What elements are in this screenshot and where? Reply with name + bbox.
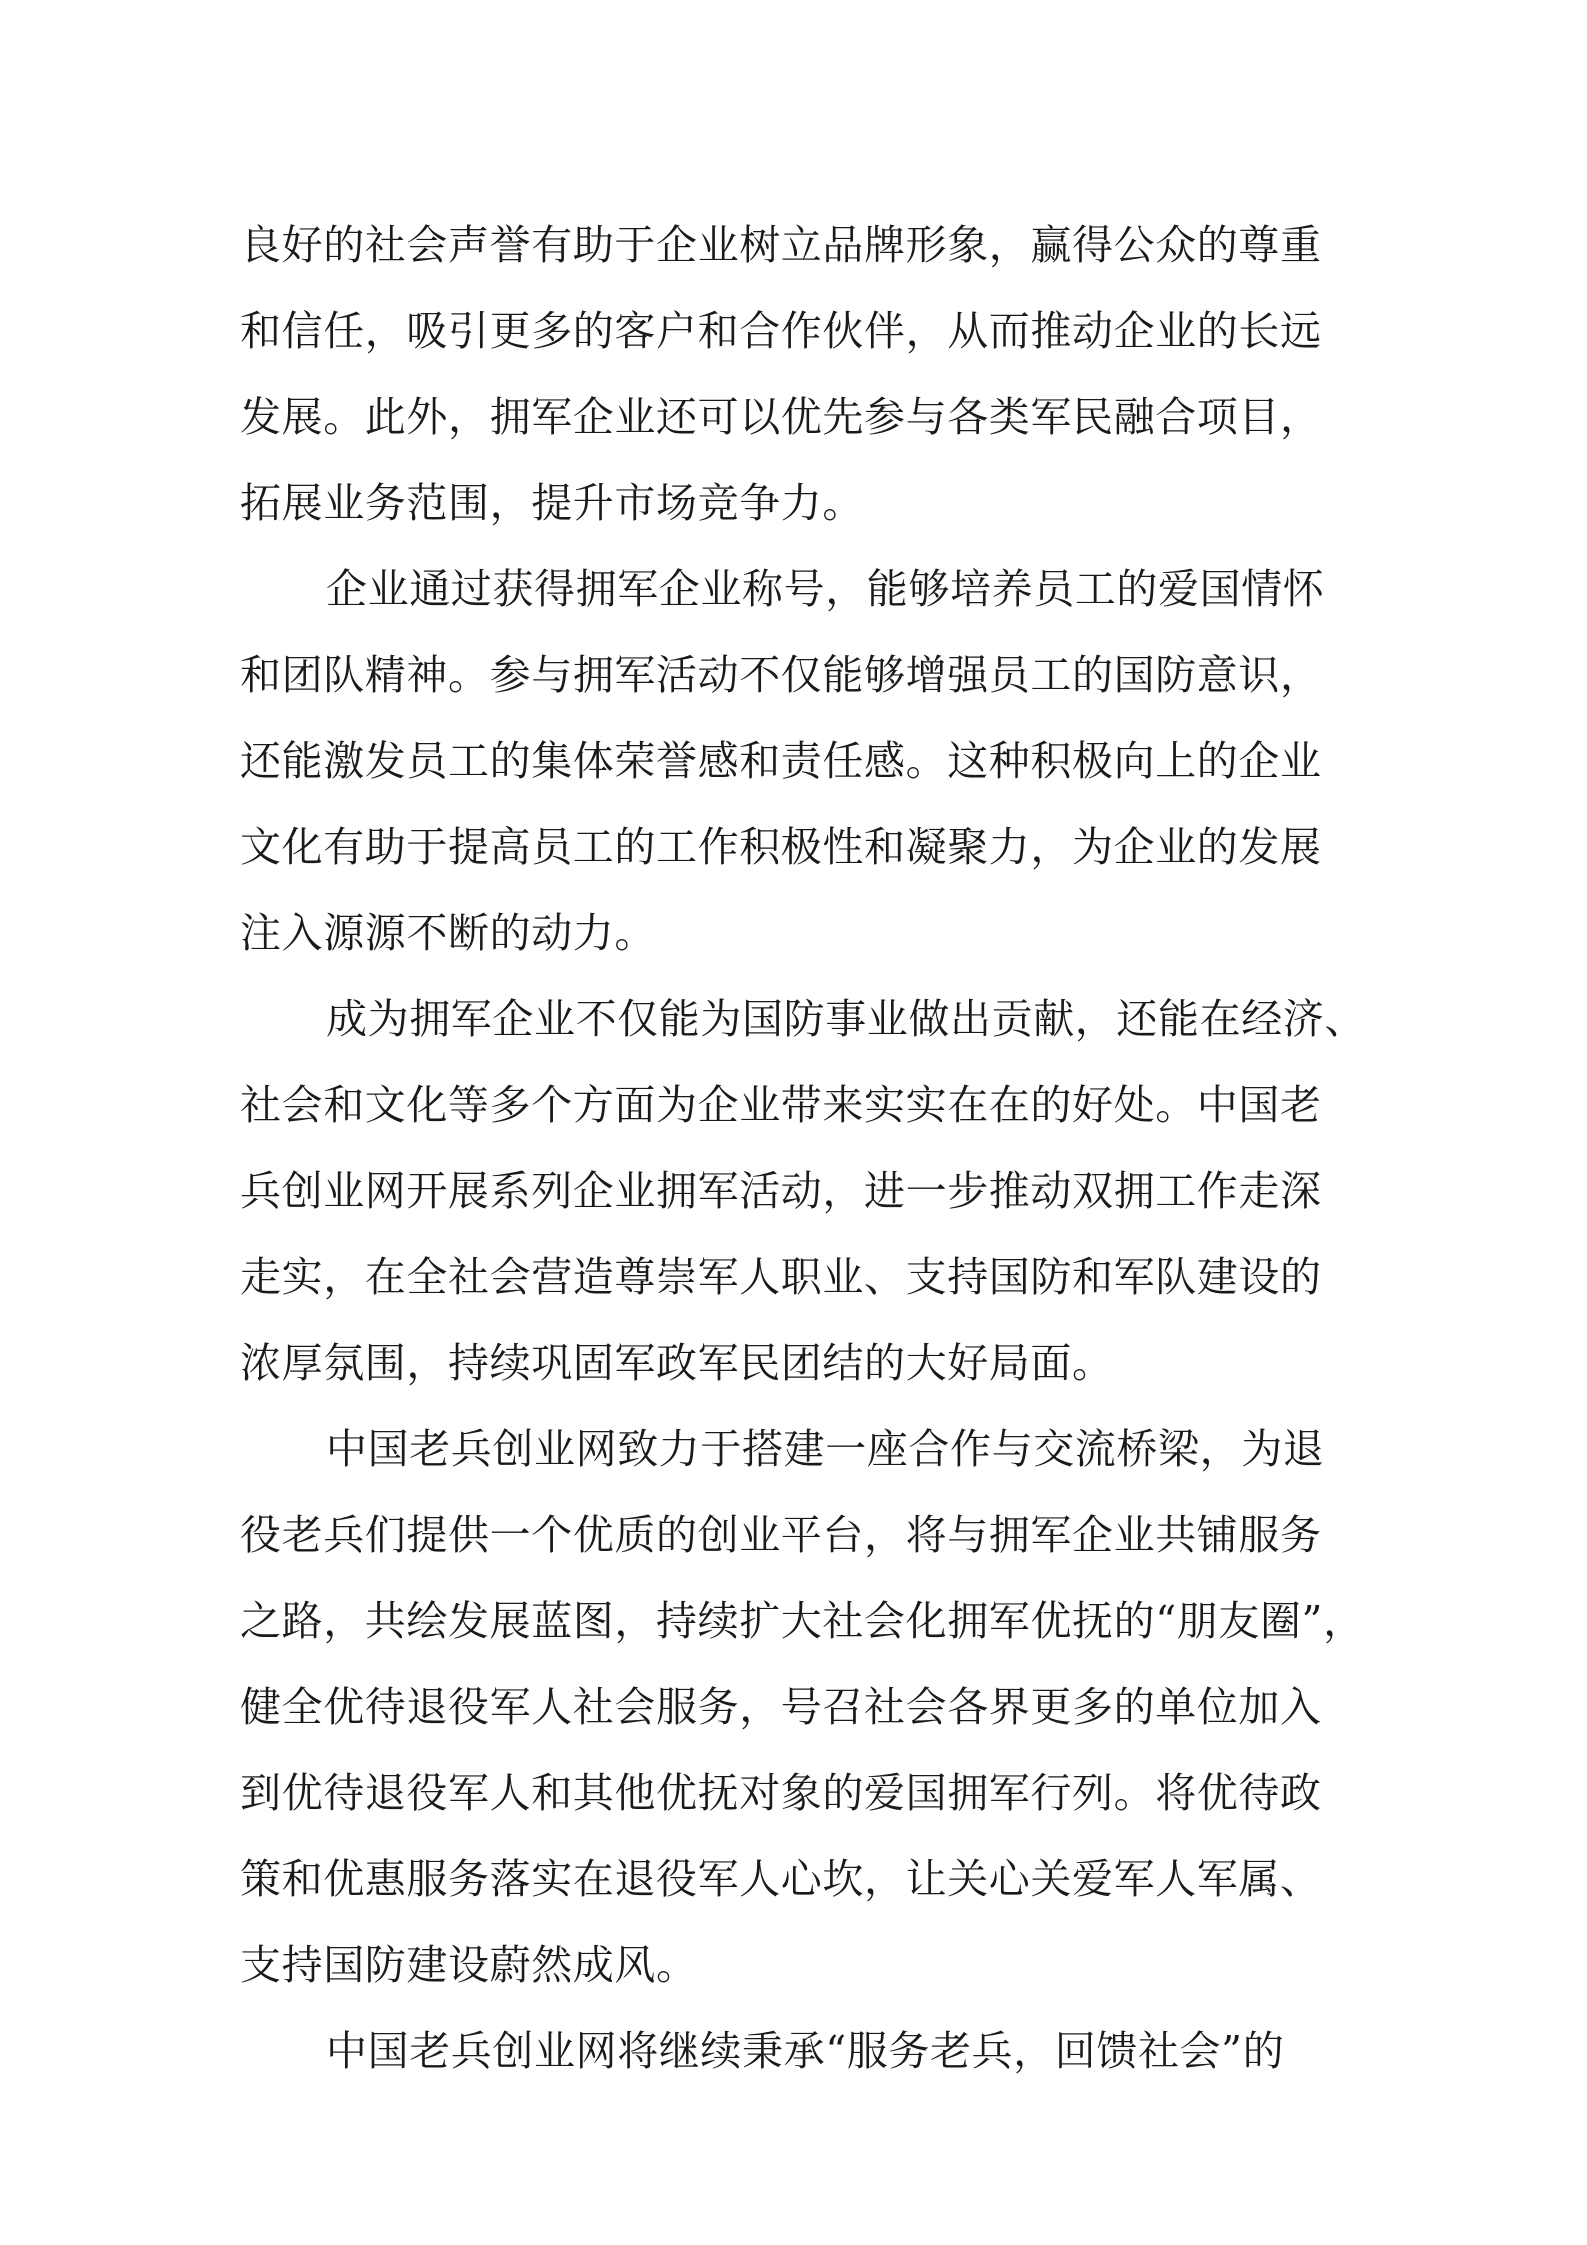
paragraph-4-line-7: 支持国防建设蔚然成风。: [240, 1941, 698, 1989]
paragraph-1-line-4: 拓展业务范围，提升市场竞争力。: [240, 479, 864, 527]
paragraph-5-line-1: 中国老兵创业网将继续秉承“服务老兵，回馈社会”的: [326, 2027, 1285, 2075]
paragraph-2-line-4: 文化有助于提高员工的工作积极性和凝聚力，为企业的发展: [240, 823, 1322, 871]
paragraph-1-line-1: 良好的社会声誉有助于企业树立品牌形象，赢得公众的尊重: [240, 221, 1322, 269]
paragraph-4-line-1: 中国老兵创业网致力于搭建一座合作与交流桥梁，为退: [326, 1425, 1325, 1473]
paragraph-2-line-3: 还能激发员工的集体荣誉感和责任感。这种积极向上的企业: [240, 737, 1322, 785]
paragraph-2-line-1: 企业通过获得拥军企业称号，能够培养员工的爱国情怀: [326, 565, 1325, 613]
body-text: [240, 202, 1366, 2094]
paragraph-4-line-2: 役老兵们提供一个优质的创业平台，将与拥军企业共铺服务: [240, 1511, 1322, 1559]
paragraph-4-line-4: 健全优待退役军人社会服务，号召社会各界更多的单位加入: [240, 1683, 1322, 1731]
paragraph-4-line-3: 之路，共绘发展蓝图，持续扩大社会化拥军优抚的“朋友圈”，: [240, 1597, 1365, 1645]
paragraph-2-line-2: 和团队精神。参与拥军活动不仅能够增强员工的国防意识，: [240, 651, 1322, 699]
paragraph-4-line-6: 策和优惠服务落实在退役军人心坎，让关心关爱军人军属、: [240, 1855, 1322, 1903]
paragraph-3-line-5: 浓厚氛围，持续巩固军政军民团结的大好局面。: [240, 1339, 1114, 1387]
paragraph-2-line-5: 注入源源不断的动力。: [240, 909, 656, 957]
paragraph-3-line-1: 成为拥军企业不仅能为国防事业做出贡献，还能在经济、: [326, 995, 1366, 1043]
paragraph-3-line-3: 兵创业网开展系列企业拥军活动，进一步推动双拥工作走深: [240, 1167, 1322, 1215]
paragraph-3-line-4: 走实，在全社会营造尊崇军人职业、支持国防和军队建设的: [240, 1253, 1322, 1301]
paragraph-1-line-3: 发展。此外，拥军企业还可以优先参与各类军民融合项目，: [240, 393, 1322, 441]
paragraph-3-line-2: 社会和文化等多个方面为企业带来实实在在的好处。中国老: [240, 1081, 1322, 1129]
paragraph-4-line-5: 到优待退役军人和其他优抚对象的爱国拥军行列。将优待政: [240, 1769, 1322, 1817]
paragraph-1-line-2: 和信任，吸引更多的客户和合作伙伴，从而推动企业的长远: [240, 307, 1322, 355]
